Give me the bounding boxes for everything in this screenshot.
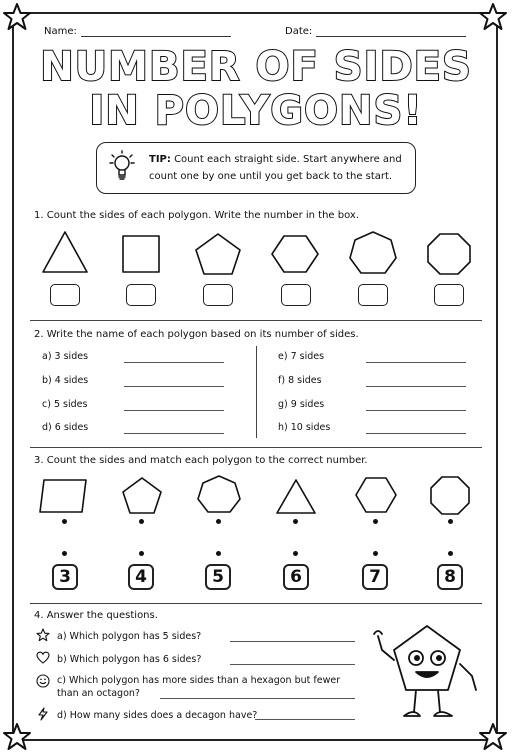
- match-dot[interactable]: [62, 519, 67, 524]
- match-dot[interactable]: [293, 551, 298, 556]
- number-box: 7: [362, 564, 388, 590]
- q2-item: g) 9 sides: [278, 399, 325, 410]
- section1-instruction: 1. Count the sides of each polygon. Write the number in the box.: [34, 210, 360, 221]
- name-field[interactable]: [44, 26, 231, 37]
- answer-box[interactable]: [434, 284, 464, 306]
- answer-line[interactable]: [366, 433, 466, 434]
- hexagon-shape: [272, 236, 318, 272]
- octagon-shape: [428, 234, 470, 274]
- number-box: 6: [283, 564, 309, 590]
- match-dot[interactable]: [139, 551, 144, 556]
- heptagon-shape: [198, 476, 240, 512]
- lightbulb-icon: [109, 149, 135, 187]
- star-icon: [36, 628, 50, 642]
- answer-line[interactable]: [124, 433, 224, 434]
- answer-line[interactable]: [160, 698, 355, 699]
- triangle-shape: [277, 480, 315, 513]
- number-box: 3: [52, 564, 78, 590]
- lightning-icon: [36, 707, 50, 721]
- smiley-icon: [36, 674, 50, 688]
- q2-item: a) 3 sides: [42, 351, 89, 362]
- column-divider: [256, 346, 257, 438]
- answer-line[interactable]: [255, 719, 355, 720]
- date-field[interactable]: [285, 26, 466, 37]
- match-dot[interactable]: [373, 551, 378, 556]
- match-dot[interactable]: [373, 519, 378, 524]
- hexagon-shape: [356, 478, 396, 512]
- answer-box[interactable]: [281, 284, 311, 306]
- match-dot[interactable]: [293, 519, 298, 524]
- heptagon-shape: [350, 232, 396, 273]
- q4-question: d) How many sides does a decagon have?: [57, 710, 258, 721]
- section4-instruction: 4. Answer the questions.: [34, 610, 158, 621]
- pentagon-shape: [196, 234, 240, 274]
- answer-line[interactable]: [366, 386, 466, 387]
- parallelogram-shape: [40, 480, 86, 512]
- q4-question: b) Which polygon has 6 sides?: [57, 654, 202, 665]
- answer-box[interactable]: [50, 284, 80, 306]
- star-icon: [2, 2, 32, 32]
- answer-box[interactable]: [126, 284, 156, 306]
- tip-body: Count each straight side. Start anywhere and count one by one until you get back to the start.: [149, 154, 402, 182]
- match-dot[interactable]: [62, 551, 67, 556]
- number-box: 5: [205, 564, 231, 590]
- answer-line[interactable]: [230, 641, 355, 642]
- section3-instruction: 3. Count the sides and match each polygon to the correct number.: [34, 455, 368, 466]
- q2-item: b) 4 sides: [42, 375, 89, 386]
- match-dot[interactable]: [448, 519, 453, 524]
- q4-question: a) Which polygon has 5 sides?: [57, 631, 202, 642]
- match-dot[interactable]: [216, 519, 221, 524]
- divider: [30, 320, 482, 321]
- tip-box: [96, 142, 416, 194]
- section3-shapes: [0, 470, 512, 520]
- octagon-shape: [431, 477, 469, 514]
- triangle-shape: [43, 232, 87, 272]
- pentagon-mascot: [372, 620, 482, 730]
- tip-label: TIP:: [149, 154, 171, 165]
- star-icon: [478, 2, 508, 32]
- q2-item: d) 6 sides: [42, 422, 89, 433]
- answer-line[interactable]: [124, 386, 224, 387]
- square-shape: [123, 236, 159, 272]
- answer-line[interactable]: [366, 410, 466, 411]
- q2-item: e) 7 sides: [278, 351, 325, 362]
- answer-box[interactable]: [203, 284, 233, 306]
- page-title-line2: IN POLYGONS!: [89, 88, 423, 134]
- star-icon: [2, 722, 32, 752]
- q2-item: c) 5 sides: [42, 399, 88, 410]
- match-dot[interactable]: [216, 551, 221, 556]
- number-box: 8: [437, 564, 463, 590]
- number-box: 4: [128, 564, 154, 590]
- match-dot[interactable]: [139, 519, 144, 524]
- pentagon-shape: [123, 478, 161, 513]
- date-label: Date:: [285, 26, 313, 37]
- match-dot[interactable]: [448, 551, 453, 556]
- divider: [30, 603, 482, 604]
- heart-icon: [36, 651, 50, 665]
- answer-box[interactable]: [358, 284, 388, 306]
- q2-item: h) 10 sides: [278, 422, 331, 433]
- date-line[interactable]: [316, 36, 466, 37]
- divider: [30, 447, 482, 448]
- star-icon: [478, 722, 508, 752]
- q4-question: c) Which polygon has more sides than a hexagon but fewer than an octagon?: [57, 675, 341, 699]
- name-label: Name:: [44, 26, 77, 37]
- tip-text: [149, 151, 411, 185]
- name-line[interactable]: [81, 36, 231, 37]
- section2-instruction: 2. Write the name of each polygon based on its number of sides.: [34, 329, 359, 340]
- section1-shapes: [0, 226, 512, 286]
- answer-line[interactable]: [124, 410, 224, 411]
- answer-line[interactable]: [230, 664, 355, 665]
- answer-line[interactable]: [366, 362, 466, 363]
- page-title-line1: NUMBER OF SIDES: [40, 44, 472, 90]
- answer-line[interactable]: [124, 362, 224, 363]
- q2-item: f) 8 sides: [278, 375, 322, 386]
